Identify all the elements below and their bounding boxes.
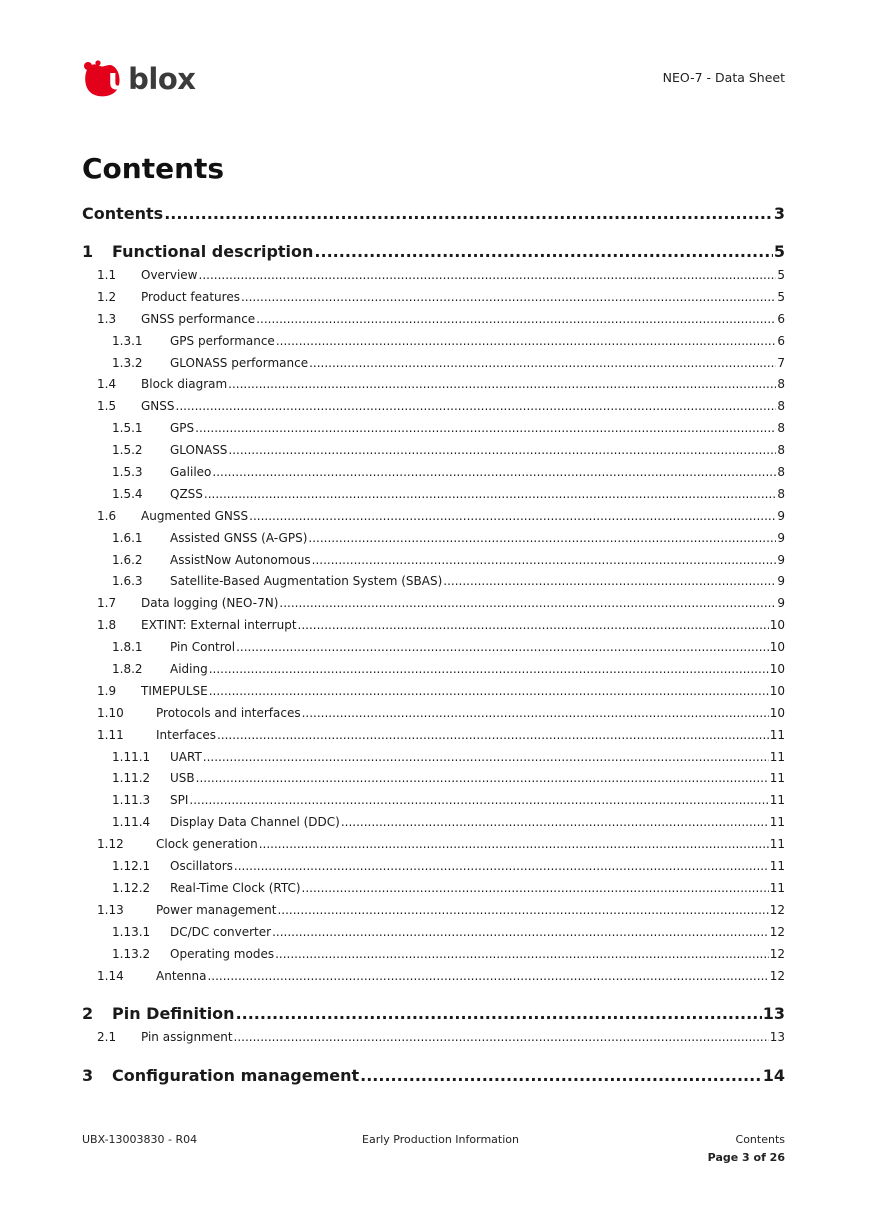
toc-entry-page: 9: [777, 552, 785, 567]
toc-entry-number: 1.5.3: [112, 465, 143, 480]
toc-entry-page: 12: [769, 924, 785, 939]
toc-entry-page: 11: [769, 837, 785, 852]
toc-entry-page: 6: [777, 311, 785, 326]
ublox-logo: [82, 58, 196, 100]
toc-entry-page: 10: [769, 683, 785, 698]
toc-entry-number: 1.1: [97, 268, 117, 282]
toc-entry-number: 1.8.1: [112, 640, 143, 655]
toc-entry[interactable]: [82, 443, 785, 465]
toc-entry[interactable]: [82, 771, 785, 793]
ublox-wordmark: ublox: [108, 62, 196, 96]
toc-entry-title: Assisted GNSS (A-GPS): [170, 530, 308, 545]
toc-entry-title: Power management: [156, 902, 277, 917]
toc-entry-page: 11: [769, 859, 785, 874]
toc-dot-leader: [443, 574, 776, 588]
footer-status: Early Production Information: [362, 1133, 519, 1146]
toc-dot-leader: [199, 268, 777, 282]
toc-entry-page: 9: [777, 508, 785, 523]
toc-entry-page: 7: [777, 355, 785, 370]
footer-section-block: [708, 1133, 785, 1164]
toc-entry[interactable]: [82, 793, 785, 815]
toc-entry-page: 12: [769, 902, 785, 917]
toc-entry-title: Contents: [82, 204, 164, 223]
toc-dot-leader: [249, 509, 776, 523]
toc-entry[interactable]: [82, 684, 785, 706]
toc-entry-title: AssistNow Autonomous: [170, 552, 311, 567]
toc-dot-leader: [195, 421, 776, 435]
toc-entry-page: 8: [777, 421, 785, 436]
toc-dot-leader: [279, 596, 776, 610]
toc-entry-number: 1.11: [97, 727, 124, 742]
toc-dot-leader: [234, 1030, 769, 1044]
toc-entry-number: 1.7: [97, 596, 117, 611]
toc-entry-number: 1.5: [97, 399, 117, 414]
toc-entry-number: 1.14: [97, 968, 124, 983]
toc-entry-page: 13: [762, 1004, 785, 1024]
toc-dot-leader: [302, 706, 769, 720]
toc-entry[interactable]: [82, 204, 785, 228]
toc-dot-leader: [341, 815, 769, 829]
toc-entry-title: Data logging (NEO-7N): [141, 596, 279, 611]
toc-dot-leader: [196, 771, 769, 785]
toc-dot-leader: [236, 1004, 762, 1023]
toc-entry[interactable]: [82, 399, 785, 421]
toc-entry[interactable]: [82, 618, 785, 640]
toc-entry-number: 3: [82, 1066, 94, 1086]
toc-dot-leader: [203, 750, 769, 764]
toc-entry[interactable]: [82, 1004, 785, 1030]
toc-entry-title: Galileo: [170, 465, 212, 480]
toc-entry-page: 11: [769, 771, 785, 786]
toc-dot-leader: [302, 881, 769, 895]
toc-entry-number: 1.6: [97, 508, 117, 523]
toc-entry[interactable]: [82, 1030, 785, 1052]
toc-entry[interactable]: [82, 1066, 785, 1092]
toc-dot-leader: [314, 242, 772, 261]
toc-entry-page: 8: [777, 399, 785, 414]
toc-entry-number: 1.11.1: [112, 749, 151, 764]
toc-dot-leader: [204, 487, 776, 501]
toc-entry-number: 1.3.2: [112, 355, 143, 370]
toc-entry[interactable]: [82, 377, 785, 399]
toc-entry[interactable]: [82, 815, 785, 837]
toc-entry-number: 1.5.4: [112, 486, 143, 501]
toc-entry-page: 10: [769, 705, 785, 720]
toc-entry-page: 6: [777, 333, 785, 348]
toc-entry[interactable]: [82, 242, 785, 268]
toc-entry-title: Pin assignment: [141, 1030, 233, 1045]
toc-entry-page: 9: [777, 574, 785, 589]
toc-entry[interactable]: [82, 268, 785, 290]
toc-entry-page: 3: [773, 204, 785, 223]
toc-dot-leader: [207, 969, 768, 983]
toc-entry-title: Block diagram: [141, 377, 228, 392]
toc-entry-title: Pin Definition: [112, 1004, 235, 1024]
toc-dot-leader: [236, 640, 769, 654]
toc-entry-title: GLONASS performance: [170, 355, 309, 370]
toc-entry[interactable]: [82, 356, 785, 378]
toc-dot-leader: [312, 553, 777, 567]
toc-entry-number: 1.6.3: [112, 574, 143, 589]
toc-entry[interactable]: [82, 859, 785, 881]
toc-entry-number: 1.12.1: [112, 859, 151, 874]
toc-entry-title: Functional description: [112, 242, 314, 261]
toc-entry[interactable]: [82, 334, 785, 356]
toc-entry-title: Product features: [141, 289, 240, 304]
toc-entry[interactable]: [82, 706, 785, 728]
toc-entry[interactable]: [82, 465, 785, 487]
toc-dot-leader: [259, 837, 769, 851]
toc-entry-page: 8: [777, 465, 785, 480]
toc-entry-title: GLONASS: [170, 443, 228, 458]
toc-entry-title: Overview: [141, 268, 198, 282]
toc-entry[interactable]: [82, 553, 785, 575]
toc-entry[interactable]: [82, 596, 785, 618]
toc-entry-page: 10: [769, 662, 785, 677]
toc-entry-title: Antenna: [156, 968, 207, 983]
toc-entry-title: TIMEPULSE: [141, 683, 208, 698]
toc-entry-title: SPI: [170, 793, 189, 808]
toc-dot-leader: [277, 903, 768, 917]
toc-entry-number: 1.11.3: [112, 793, 151, 808]
toc-entry[interactable]: [82, 903, 785, 925]
toc-entry[interactable]: [82, 969, 785, 991]
toc-entry[interactable]: [82, 837, 785, 859]
toc-entry[interactable]: [82, 750, 785, 772]
toc-entry-number: 1.2: [97, 289, 117, 304]
toc-entry-page: 11: [769, 815, 785, 830]
toc-entry-title: Configuration management: [112, 1066, 360, 1086]
toc-entry[interactable]: [82, 947, 785, 969]
toc-entry[interactable]: [82, 312, 785, 334]
toc-entry-page: 10: [769, 640, 785, 655]
toc-entry-title: Operating modes: [170, 946, 275, 961]
toc-entry-title: GPS performance: [170, 333, 275, 348]
toc-entry-number: 1.13: [97, 902, 124, 917]
toc-entry-number: 1.12: [97, 837, 124, 852]
toc-dot-leader: [212, 465, 776, 479]
toc-entry-title: USB: [170, 771, 195, 786]
toc-entry-page: 8: [777, 377, 785, 392]
footer-doc-id: UBX-13003830 - R04: [82, 1133, 198, 1146]
toc-entry-number: 2.1: [97, 1030, 117, 1045]
toc-entry[interactable]: [82, 728, 785, 750]
toc-dot-leader: [209, 684, 769, 698]
toc-entry[interactable]: [82, 925, 785, 947]
toc-entry-title: Satellite-Based Augmentation System (SBAS): [170, 574, 443, 589]
toc-dot-leader: [164, 204, 773, 223]
toc-entry-page: 12: [769, 946, 785, 961]
footer-section: Contents: [735, 1133, 785, 1146]
footer-page-number: Page 3 of 26: [707, 1151, 785, 1164]
toc-entry-page: 11: [769, 727, 785, 742]
toc-entry-title: QZSS: [170, 486, 203, 501]
toc-section-gap: [82, 1052, 785, 1066]
toc-entry-title: Interfaces: [156, 727, 216, 742]
toc-entry-number: 1.5.2: [112, 443, 143, 458]
toc-entry-number: 1.6.1: [112, 530, 143, 545]
table-of-contents: [82, 204, 785, 1092]
toc-dot-leader: [308, 531, 776, 545]
toc-entry-number: 1.3: [97, 311, 117, 326]
toc-entry-page: 14: [762, 1066, 785, 1086]
toc-entry[interactable]: [82, 881, 785, 903]
document-title: NEO-7 - Data Sheet: [662, 70, 785, 85]
toc-entry-title: GNSS performance: [141, 311, 256, 326]
toc-entry-title: Protocols and interfaces: [156, 705, 301, 720]
toc-entry-title: DC/DC converter: [170, 924, 272, 939]
toc-section-gap: [82, 990, 785, 1004]
toc-entry-page: 5: [773, 242, 785, 261]
toc-entry-number: 1.6.2: [112, 552, 143, 567]
toc-entry-number: 1.8: [97, 618, 117, 633]
toc-entry-number: 1.11.2: [112, 771, 151, 786]
toc-entry[interactable]: [82, 640, 785, 662]
toc-dot-leader: [176, 399, 777, 413]
toc-entry-number: 1.9: [97, 683, 117, 698]
toc-dot-leader: [272, 925, 769, 939]
toc-entry-number: 2: [82, 1004, 94, 1024]
toc-entry-page: 8: [777, 486, 785, 501]
toc-entry[interactable]: [82, 574, 785, 596]
toc-entry-number: 1.13.2: [112, 946, 151, 961]
toc-entry[interactable]: [82, 531, 785, 553]
toc-entry-page: 11: [769, 880, 785, 895]
toc-entry-title: Oscillators: [170, 859, 233, 874]
toc-entry-title: Display Data Channel (DDC): [170, 815, 340, 830]
toc-entry-number: 1.3.1: [112, 333, 143, 348]
toc-entry-number: 1.11.4: [112, 815, 151, 830]
toc-dot-leader: [276, 334, 777, 348]
toc-entry-number: 1.5.1: [112, 421, 143, 436]
toc-entry-number: 1.4: [97, 377, 117, 392]
toc-entry-title: Augmented GNSS: [141, 508, 249, 523]
toc-entry-title: GPS: [170, 421, 195, 436]
toc-dot-leader: [275, 947, 769, 961]
toc-entry[interactable]: [82, 509, 785, 531]
toc-entry-number: 1: [82, 242, 94, 261]
toc-entry-number: 1.12.2: [112, 880, 151, 895]
toc-entry-title: Pin Control: [170, 640, 236, 655]
toc-entry-page: 12: [769, 968, 785, 983]
toc-entry-page: 5: [777, 289, 785, 304]
toc-dot-leader: [298, 618, 769, 632]
page-title: Contents: [82, 152, 225, 185]
toc-dot-leader: [209, 662, 769, 676]
toc-entry-page: 13: [769, 1030, 785, 1045]
toc-entry-title: Aiding: [170, 662, 208, 677]
toc-entry-page: 9: [777, 530, 785, 545]
toc-entry-page: 11: [769, 793, 785, 808]
toc-entry-title: EXTINT: External interrupt: [141, 618, 297, 633]
toc-dot-leader: [189, 793, 768, 807]
toc-entry[interactable]: [82, 662, 785, 684]
toc-dot-leader: [256, 312, 776, 326]
toc-dot-leader: [309, 356, 776, 370]
toc-entry-page: 9: [777, 596, 785, 611]
toc-entry-page: 5: [777, 268, 785, 282]
toc-entry-page: 10: [769, 618, 785, 633]
toc-entry-number: 1.10: [97, 705, 124, 720]
toc-dot-leader: [234, 859, 769, 873]
toc-entry[interactable]: [82, 290, 785, 312]
toc-section-gap: [82, 228, 785, 242]
toc-entry-title: GNSS: [141, 399, 175, 414]
toc-entry-title: UART: [170, 749, 202, 764]
toc-entry-number: 1.8.2: [112, 662, 143, 677]
toc-entry[interactable]: [82, 487, 785, 509]
toc-dot-leader: [228, 443, 776, 457]
toc-dot-leader: [228, 377, 776, 391]
toc-entry-title: Real-Time Clock (RTC): [170, 880, 301, 895]
toc-entry[interactable]: [82, 421, 785, 443]
toc-entry-page: 11: [769, 749, 785, 764]
toc-dot-leader: [360, 1066, 762, 1085]
toc-entry-title: Clock generation: [156, 837, 258, 852]
toc-dot-leader: [217, 728, 769, 742]
toc-entry-page: 8: [777, 443, 785, 458]
toc-dot-leader: [241, 290, 776, 304]
toc-entry-number: 1.13.1: [112, 924, 151, 939]
